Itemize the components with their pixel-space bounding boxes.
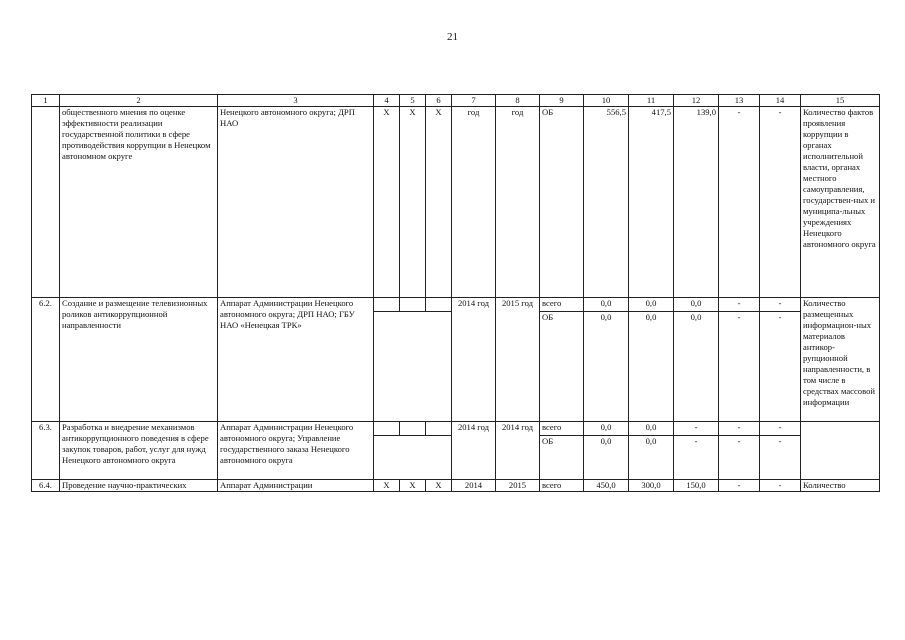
item-end: год (496, 107, 540, 298)
item-total: 556,5 (584, 107, 629, 298)
item-year1: 0,0 (629, 298, 674, 312)
item-start: 2014 (452, 480, 496, 492)
header-cell: 6 (426, 95, 452, 107)
header-row (32, 95, 880, 107)
item-year1: 417,5 (629, 107, 674, 298)
item-year3: - (719, 312, 760, 422)
item-start: год (452, 107, 496, 298)
item-total: 450,0 (584, 480, 629, 492)
item-col5: Х (400, 480, 426, 492)
item-start: 2014 год (452, 298, 496, 422)
empty-cell (374, 312, 452, 422)
item-source: всего (540, 422, 584, 436)
item-col4: Х (374, 480, 400, 492)
item-year2: 139,0 (674, 107, 719, 298)
item-year3: - (719, 422, 760, 436)
item-year3: - (719, 480, 760, 492)
item-year4: - (760, 298, 801, 312)
item-indicator: Количество размещенных информацион-ных материалов антикор-рупционной направленности, в том числе в средствах массовой информации (801, 298, 880, 422)
item-year4: - (760, 312, 801, 422)
header-cell: 14 (760, 95, 801, 107)
header-cell: 15 (801, 95, 880, 107)
item-year1: 0,0 (629, 422, 674, 436)
item-end: 2015 (496, 480, 540, 492)
item-number (32, 107, 60, 298)
program-table (31, 94, 880, 492)
item-executor: Ненецкого автономного округа; ДРП НАО (218, 107, 374, 298)
item-col4 (374, 422, 400, 436)
item-col6 (426, 422, 452, 436)
header-cell: 12 (674, 95, 719, 107)
item-indicator: Количество фактов проявления коррупции в органах исполнительной власти, органах местного самоуправления, государствен-ных и муниципа-льных учреждениях Ненецкого автономного округа (801, 107, 880, 298)
item-indicator: Количество (801, 480, 880, 492)
item-year3: - (719, 436, 760, 480)
item-col4 (374, 298, 400, 312)
item-col6: Х (426, 480, 452, 492)
item-year2: 150,0 (674, 480, 719, 492)
header-cell: 10 (584, 95, 629, 107)
header-cell: 13 (719, 95, 760, 107)
header-cell: 4 (374, 95, 400, 107)
item-year2: 0,0 (674, 312, 719, 422)
item-name: общественного мнения по оценке эффективности реализации государственной политики в сфере противодействия коррупции в Ненецком автономном округе (60, 107, 218, 298)
item-col4: Х (374, 107, 400, 298)
item-total: 0,0 (584, 312, 629, 422)
item-year4: - (760, 107, 801, 298)
item-source: всего (540, 480, 584, 492)
item-source: ОБ (540, 107, 584, 298)
item-year1: 0,0 (629, 312, 674, 422)
item-source: ОБ (540, 436, 584, 480)
header-cell: 9 (540, 95, 584, 107)
header-cell: 8 (496, 95, 540, 107)
item-source: всего (540, 298, 584, 312)
item-executor: Аппарат Администрации (218, 480, 374, 492)
item-total: 0,0 (584, 422, 629, 436)
item-year4: - (760, 436, 801, 480)
item-number: 6.4. (32, 480, 60, 492)
item-start: 2014 год (452, 422, 496, 480)
item-col5: Х (400, 107, 426, 298)
page-number: 21 (447, 31, 458, 43)
item-col6 (426, 298, 452, 312)
item-end: 2015 год (496, 298, 540, 422)
item-year3: - (719, 107, 760, 298)
item-col5 (400, 298, 426, 312)
item-year2: 0,0 (674, 298, 719, 312)
header-cell: 5 (400, 95, 426, 107)
item-year1: 0,0 (629, 436, 674, 480)
table-row (32, 298, 880, 312)
item-number: 6.3. (32, 422, 60, 480)
table-row (32, 422, 880, 436)
header-cell: 7 (452, 95, 496, 107)
item-year4: - (760, 480, 801, 492)
item-name: Разработка и внедрение механизмов антикоррупционного поведения в сфере закупок товаров, работ, услуг для нужд Ненецкого автономного округа (60, 422, 218, 480)
item-col5 (400, 422, 426, 436)
item-name: Проведение научно-практических (60, 480, 218, 492)
item-year3: - (719, 298, 760, 312)
empty-cell (374, 436, 452, 480)
item-executor: Аппарат Администрации Ненецкого автономного округа; ДРП НАО; ГБУ НАО «Ненецкая ТРК» (218, 298, 374, 422)
header-cell: 11 (629, 95, 674, 107)
header-cell: 1 (32, 95, 60, 107)
item-year2: - (674, 422, 719, 436)
header-cell: 3 (218, 95, 374, 107)
item-year2: - (674, 436, 719, 480)
item-name: Создание и размещение телевизионных роликов антикоррупционной направленности (60, 298, 218, 422)
item-executor: Аппарат Администрации Ненецкого автономного округа; Управление государственного заказа Ненецкого автономного округа (218, 422, 374, 480)
table-row (32, 107, 880, 298)
item-end: 2014 год (496, 422, 540, 480)
item-number: 6.2. (32, 298, 60, 422)
item-year4: - (760, 422, 801, 436)
item-total: 0,0 (584, 436, 629, 480)
header-cell: 2 (60, 95, 218, 107)
table-row (32, 480, 880, 492)
item-col6: Х (426, 107, 452, 298)
item-indicator (801, 422, 880, 480)
item-year1: 300,0 (629, 480, 674, 492)
item-total: 0,0 (584, 298, 629, 312)
item-source: ОБ (540, 312, 584, 422)
